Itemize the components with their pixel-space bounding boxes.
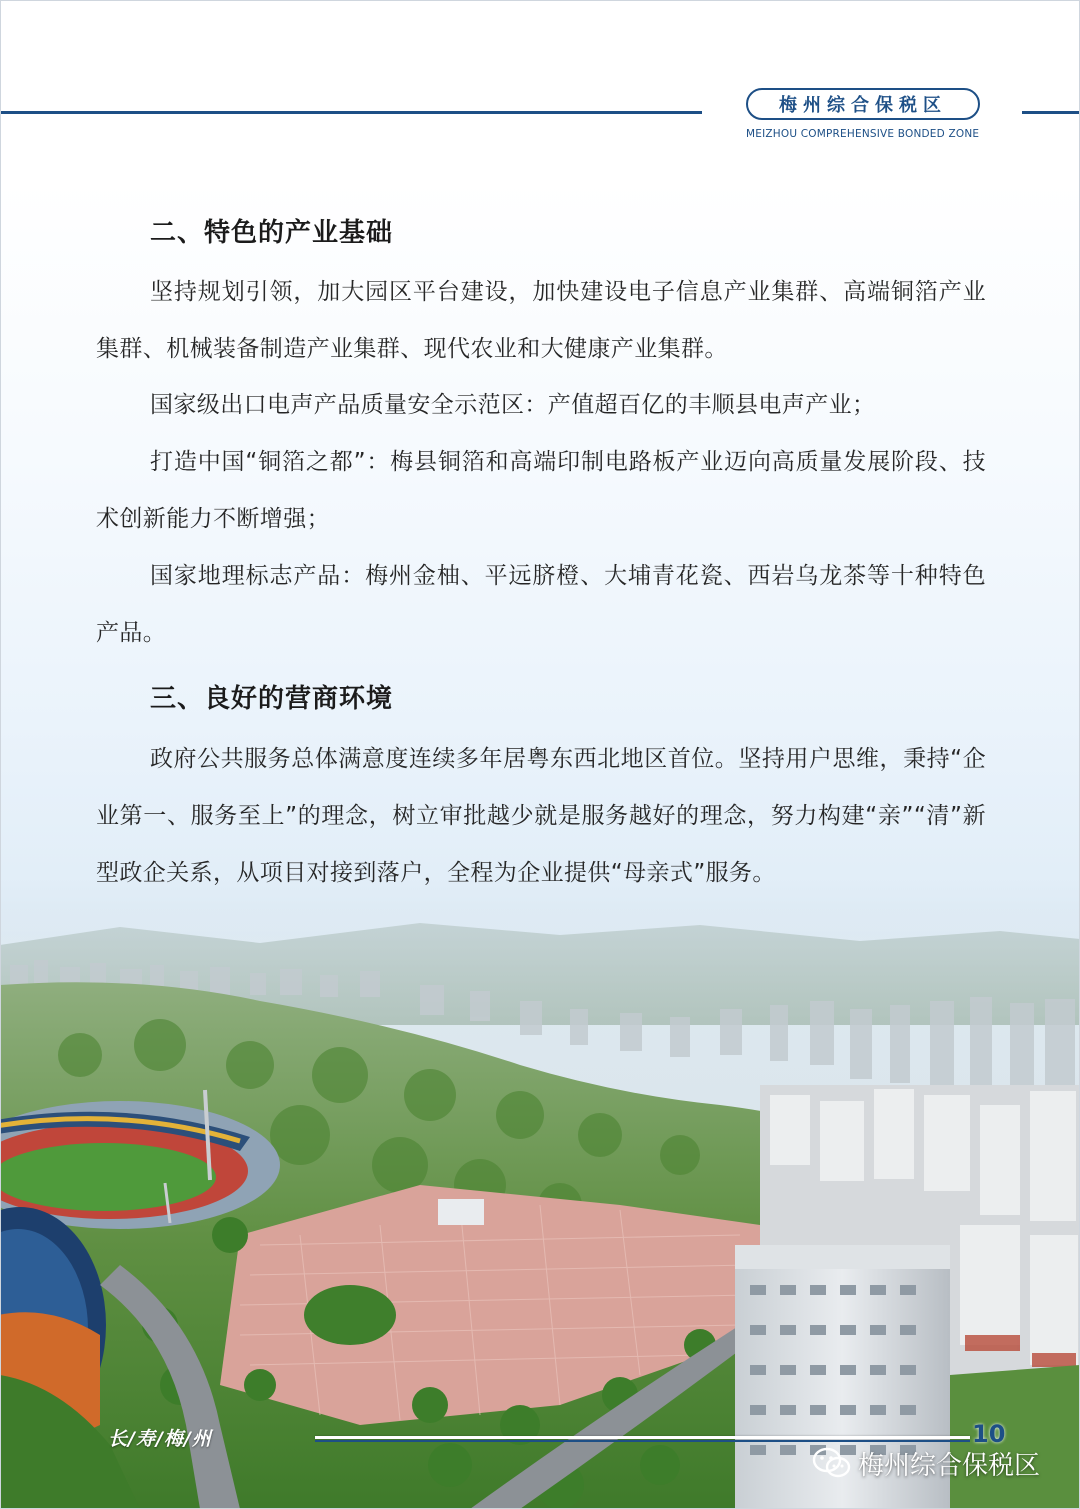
section-heading-business: 三、良好的营商环境 (150, 684, 394, 714)
wechat-icon (812, 1446, 852, 1480)
footer-slogan: 长/寿/梅/州 (108, 1428, 212, 1450)
paragraph-geo-products: 国家地理标志产品：梅州金柚、平远脐橙、大埔青花瓷、西岩乌龙茶等十种特色产品。 (96, 563, 986, 646)
paragraph-copper-foil: 打造中国“铜箔之都”：梅县铜箔和高端印制电路板产业迈向高质量发展阶段、技术创新能力不断增强； (96, 449, 986, 532)
aerial-city-photo (0, 905, 1080, 1509)
watermark-text: 梅州综合保税区 (858, 1450, 1041, 1481)
header-title: 梅州综合保税区 (779, 95, 947, 116)
header-title-badge (746, 88, 980, 120)
paragraph-acoustics: 国家级出口电声产品质量安全示范区：产值超百亿的丰顺县电声产业； (150, 392, 876, 418)
header-subtitle: MEIZHOU COMPREHENSIVE BONDED ZONE (746, 128, 980, 140)
page-number: 10 (972, 1420, 1006, 1448)
footer-rule-blue (315, 1440, 970, 1442)
paragraph-business-env: 政府公共服务总体满意度连续多年居粤东西北地区首位。坚持用户思维，秉持“企业第一、服务至上”的理念，树立审批越少就是服务越好的理念，努力构建“亲”“清”新型政企关系，从项目对接到落户，全程为企业提供“母亲式”服务。 (96, 746, 986, 886)
header-rule-right (1022, 111, 1080, 114)
paragraph-planning: 坚持规划引领，加大园区平台建设，加快建设电子信息产业集群、高端铜箔产业集群、机械装备制造产业集群、现代农业和大健康产业集群。 (96, 279, 986, 362)
header-rule-left (0, 111, 702, 114)
wechat-watermark (812, 1446, 1040, 1480)
section-heading-industry: 二、特色的产业基础 (150, 218, 394, 248)
footer-rule (315, 1436, 970, 1439)
